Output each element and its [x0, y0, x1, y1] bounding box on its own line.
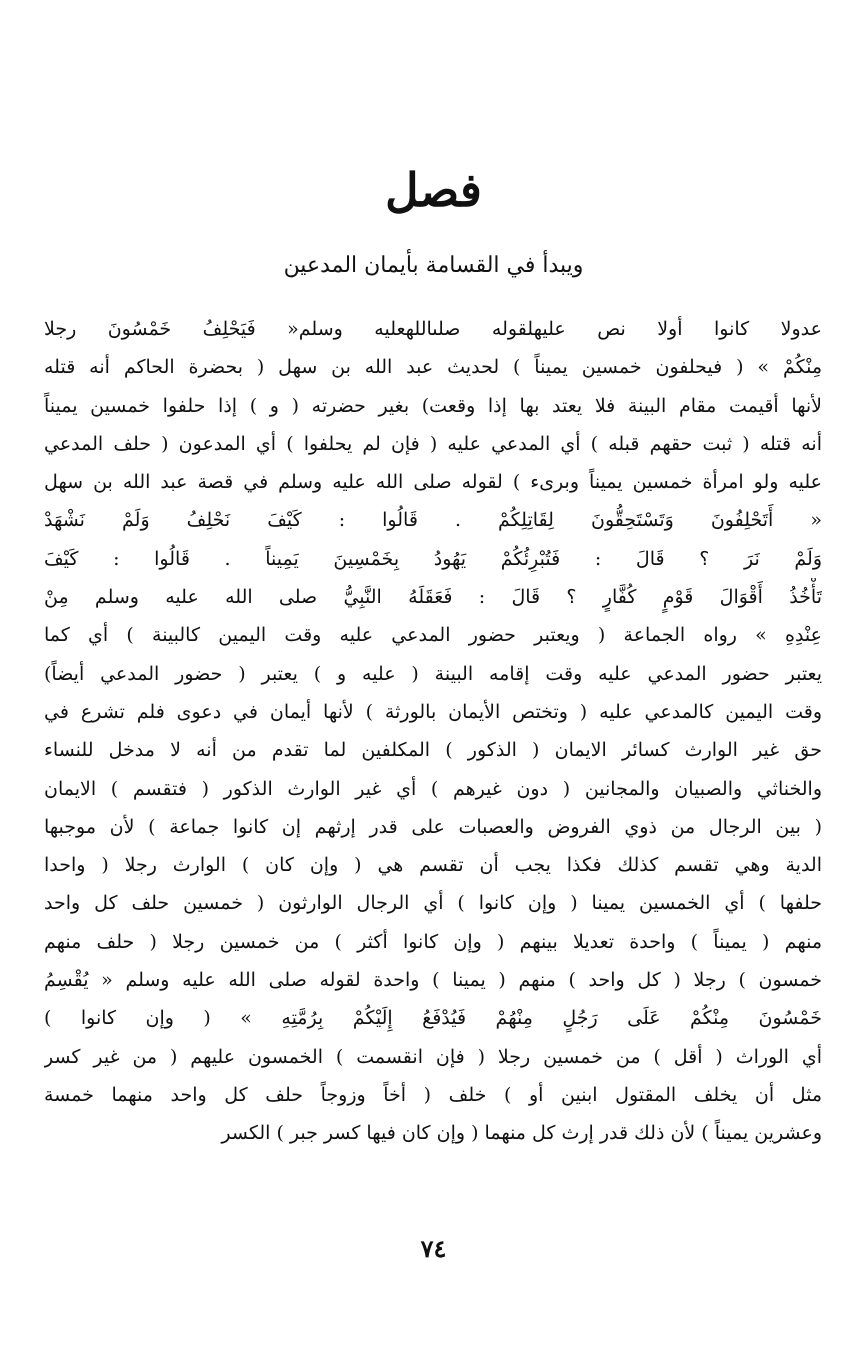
page-number: ٧٤: [420, 1234, 447, 1263]
text-line: حق غير الوارث كسائر الايمان ( الذكور ) المكلفين لما تقدم من أنه لا مدخل للنساء: [44, 739, 822, 762]
text-line: أي الوراث ( أقل ) من خمسين رجلا ( فإن انقسمت ) الخمسون عليهم ( من غير كسر: [44, 1045, 822, 1068]
text-line: خَمْسُونَ مِنْكُمْ عَلَى رَجُلٍ مِنْهُمْ فَيُدْفَعُ إِلَيْكُمْ بِرُمَّتِهِ » ( وإن كانوا ): [44, 1007, 822, 1030]
text-line: حلفها ) أي الخمسين يمينا ( وإن كانوا ) أي الرجال الوارثون ( خمسين حلف كل واحد: [44, 892, 822, 915]
text-line: وَلَمْ نَرَ ؟ قَالَ : فَتُبْرِئُكُمْ يَهُودُ بِخَمْسِينَ يَمِيناً . قَالُوا : كَيْفَ: [44, 547, 822, 570]
text-line: منهم ( يميناً ) واحدة تعديلا بينهم ( وإن كانوا أكثر ) من خمسين رجلا ( حلف منهم: [44, 930, 822, 953]
text-line: عدولا كانوا أولا نص عليهلقوله صلىاللهعليه وسلم« فَيَحْلِفُ خَمْسُونَ رجلا: [44, 318, 822, 340]
text-line: خمسون ) رجلا ( كل واحد ) منهم ( يمينا ) واحدة لقوله صلى الله عليه وسلم « يُقْسِمُ: [44, 969, 822, 992]
text-line: عِنْدِهِ » رواه الجماعة ( ويعتبر حضور المدعي عليه وقت اليمين كالبينة ) أي كما: [44, 624, 822, 647]
text-line: الدية وهي تقسم كذلك فكذا يجب أن تقسم هي ( وإن كان ) الوارث رجلا ( واحدا: [44, 854, 822, 877]
text-line: لأنها أقيمت مقام البينة فلا يعتد بها إذا وقعت) بغير حضرته ( و ) إذا حلفوا خمسين يميناً: [44, 394, 822, 417]
text-line: أنه قتله ( ثبت حقهم قبله ) أي المدعي عليه ( فإن لم يحلفوا ) أي المدعون ( حلف المدعي: [44, 432, 822, 455]
section-subtitle: ويبدأ في القسامة بأيمان المدعين: [283, 253, 584, 278]
text-line: وقت اليمين كالمدعي عليه ( وتختص الأيمان بالورثة ) لأنها أيمان في دعوى فلم تشرع في: [44, 700, 822, 723]
text-line: تَأْخُذُ أَقْوَالَ قَوْمٍ كُفَّارٍ ؟ قَالَ : فَعَقَلَهُ النَّبِيُّ صلى الله عليه وسلم مِنْ: [44, 586, 822, 609]
text-line: مِنْكُمْ » ( فيحلفون خمسين يميناً ) لحديث عبد الله بن سهل ( بحضرة الحاكم أنه قتله: [44, 356, 822, 379]
text-line: مثل أن يخلف المقتول ابنين أو ) خلف ( أخاً وزوجاً حلف كل واحد منهما خمسة: [44, 1083, 822, 1106]
text-line: والخناثي والصبيان والمجانين ( دون غيرهم ) أي غير الوارث الذكور ( فتقسم ) الايمان: [44, 777, 822, 800]
body-text: [44, 310, 822, 1153]
section-heading: فصل: [385, 163, 482, 217]
text-line: يعتبر حضور المدعي عليه وقت إقامه البينة ( عليه و ) يعتبر ( حضور المدعي أيضاً): [44, 662, 822, 685]
text-line: « أَتَحْلِفُونَ وَتَسْتَحِقُّونَ لِقَاتِلِكُمْ . قَالُوا : كَيْفَ نَحْلِفُ وَلَمْ نَشْهَدْ: [44, 509, 822, 532]
text-line: ( بين الرجال من ذوي الفروض والعصبات على قدر إرثهم إن كانوا جماعة ) لأن موجبها: [44, 815, 822, 838]
text-line: عليه ولو امرأة خمسين يميناً وبرىء ) لقوله صلى الله عليه وسلم في قصة عبد الله بن سهل: [44, 471, 822, 494]
text-line: وعشرين يميناً ) لأن ذلك قدر إرث كل منهما ( وإن كان فيها كسر جبر ) الكسر: [221, 1122, 822, 1145]
